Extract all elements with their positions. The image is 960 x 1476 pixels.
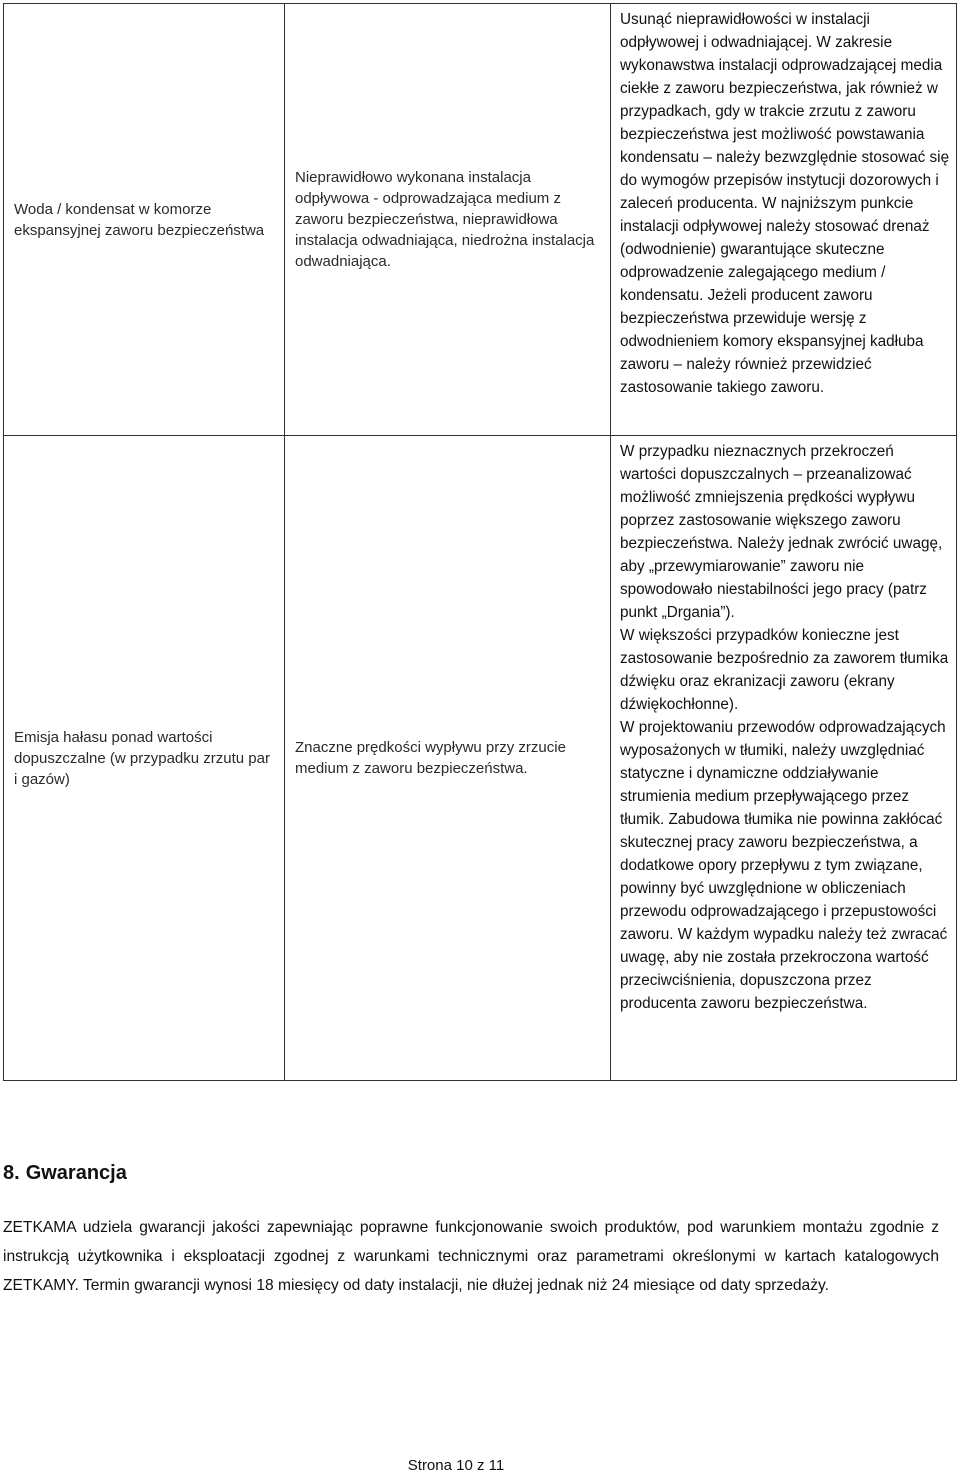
section-number: 8. (3, 1162, 20, 1184)
remedy-cell (611, 4, 957, 436)
remedy-paragraph: W projektowaniu przewodów odprowadzających wyposażonych w tłumiki, należy uwzględniać statyczne i dynamiczne oddziaływanie strumienia medium przepływającego przez tłumik. Zabudowa tłumika nie powinna zakłócać skutecznej pracy zaworu bezpieczeństwa, a dodatkowe opory przepływu z tym związane, powinny być uwzględnione w obliczeniach przewodu odprowadzającego i przepustowości zaworu. W każdym wypadku należy też zwracać uwagę, aby nie została przekroczona wartość przeciwciśnienia, dopuszczona przez producenta zaworu bezpieczeństwa. (620, 719, 948, 1012)
warranty-paragraph: ZETKAMA udziela gwarancji jakości zapewniając poprawne funkcjonowanie swoich produktów, pod warunkiem montażu zgodnie z instrukcją użytkownika i eksploatacji zgodnej z warunkami technicznymi oraz parametrami określonymi w kartach katalogowych ZETKAMY. Termin gwarancji wynosi 18 miesięcy od daty instalacji, nie dłużej jednak niż 24 miesiące od daty sprzedaży. (3, 1219, 939, 1294)
remedy-paragraph: W większości przypadków konieczne jest zastosowanie bezpośrednio za zaworem tłumika dźwięku oraz ekranizacji zaworu (ekrany dźwiękochłonne). (620, 627, 949, 713)
problem-cell: Woda / kondensat w komorze ekspansyjnej zaworu bezpieczeństwa (4, 4, 285, 436)
cause-cell: Znaczne prędkości wypływu przy zrzucie medium z zaworu bezpieczeństwa. (285, 436, 611, 1081)
troubleshooting-table (3, 3, 957, 1081)
problem-cell: Emisja hałasu ponad wartości dopuszczalne (w przypadku zrzutu par i gazów) (4, 436, 285, 1081)
cause-cell: Nieprawidłowo wykonana instalacja odpływowa - odprowadzająca medium z zaworu bezpieczeństwa, nieprawidłowa instalacja odwadniająca, niedrożna instalacja odwadniająca. (285, 4, 611, 436)
remedy-paragraph: Usunąć nieprawidłowości w instalacji odpływowej i odwadniającej. W zakresie wykonawstwa instalacji odprowadzającej media ciekłe z zaworu bezpieczeństwa, jak również w przypadkach, gdy w trakcie zrzutu z zaworu bezpieczeństwa jest możliwość powstawania kondensatu – należy bezwzględnie stosować się do wymogów przepisów instytucji dozorowych i zaleceń producenta. W najniższym punkcie instalacji odpływowej należy stosować drenaż (odwodnienie) gwarantujące skuteczne odprowadzenie zalegającego medium / kondensatu. Jeżeli producent zaworu bezpieczeństwa przewiduje wersję z odwodnieniem komory ekspansyjnej kadłuba zaworu – należy również przewidzieć zastosowanie takiego zaworu. (620, 11, 950, 396)
page-number: Strona 10 z 11 (407, 1457, 505, 1474)
remedy-paragraph: W przypadku nieznacznych przekroczeń wartości dopuszczalnych – przeanalizować możliwość zmniejszenia prędkości wypływu poprzez zastosowanie większego zaworu bezpieczeństwa. Należy jednak zwrócić uwagę, aby „przewymiarowanie” zaworu nie spowodowało niestabilności jego pracy (patrz punkt „Drgania”). (620, 443, 943, 621)
section-heading (3, 1162, 133, 1185)
remedy-cell (611, 436, 957, 1081)
table-row (4, 4, 957, 436)
section-title: Gwarancja (25, 1162, 127, 1184)
table-row (4, 436, 957, 1081)
